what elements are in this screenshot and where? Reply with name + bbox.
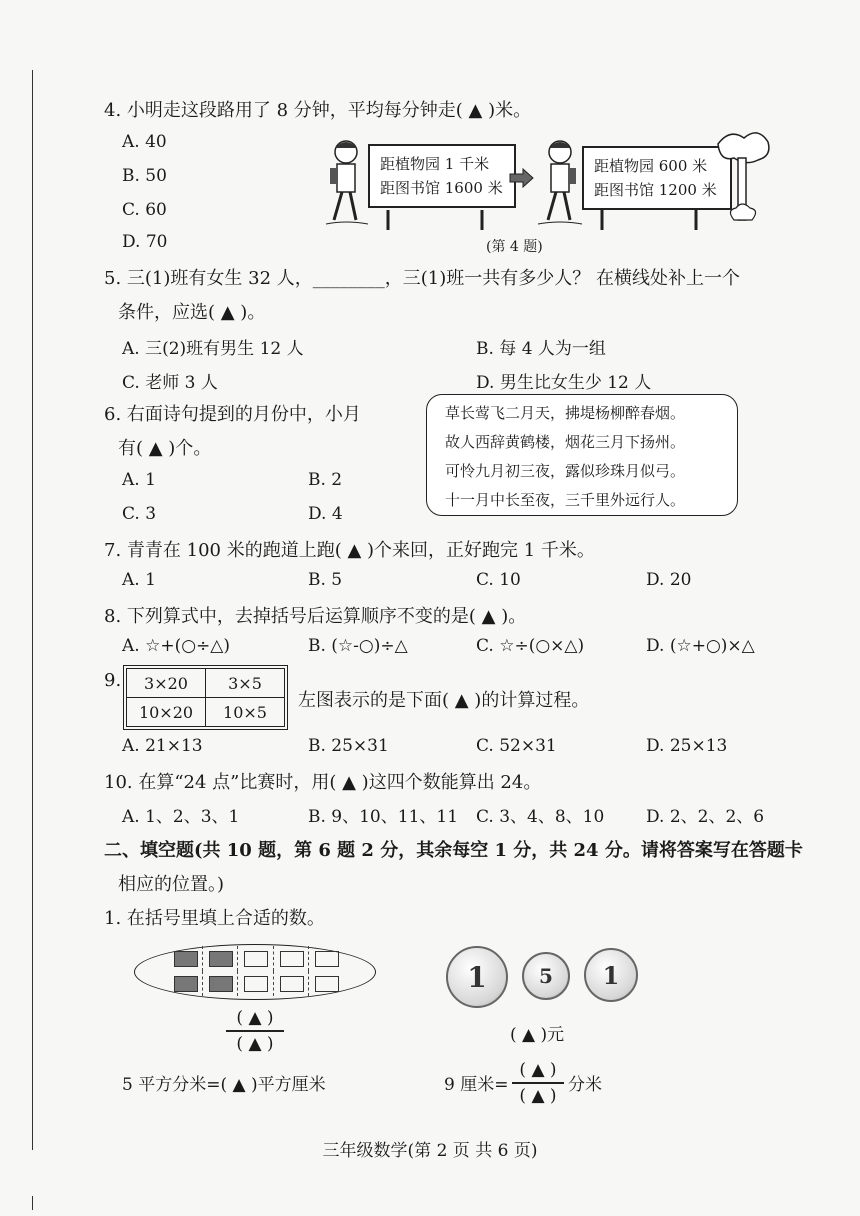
fraction-numerator: ( ▲ ) [236,1008,274,1028]
boy-walking-illustration-1 [322,134,370,230]
q7-option-d: D. 20 [646,570,692,590]
q4-stem: 4. 小明走这段路用了 8 分钟，平均每分钟走( ▲ )米。 [104,100,532,121]
q5-option-c: C. 老师 3 人 [122,373,218,393]
q10-stem: 10. 在算“24 点”比赛时，用( ▲ )这四个数能算出 24。 [104,772,542,793]
empty-flag-icon [315,976,339,992]
fraction-bar [226,1030,284,1032]
q9-option-c: C. 52×31 [476,736,557,756]
flag-cell [168,971,203,996]
flag-cell [274,946,309,971]
flag-grid [168,946,344,996]
flag-cell [203,946,238,971]
filled-flag-icon [174,951,198,967]
q8-stem: 8. 下列算式中，去掉括号后运算顺序不变的是( ▲ )。 [104,606,527,627]
boy-walking-illustration-2 [536,134,584,230]
fraction-denominator: ( ▲ ) [519,1085,557,1106]
q4-option-d: D. 70 [122,232,168,252]
sign-end-posts [588,210,708,232]
q7-stem: 7. 青青在 100 米的跑道上跑( ▲ )个来回，正好跑完 1 千米。 [104,540,595,561]
sign-start-posts [374,210,494,232]
flag-cell [238,971,273,996]
flag-cell [203,971,238,996]
table-row [127,669,285,698]
table-cell: 10×5 [206,698,285,727]
area-conversion: 5 平方分米=( ▲ )平方厘米 [122,1075,326,1095]
empty-flag-icon [280,951,304,967]
page-footer: 三年级数学(第 2 页 共 6 页) [322,1141,538,1161]
five-jiao-coin-icon: 5 [522,952,570,1000]
q5-option-b: B. 每 4 人为一组 [476,339,606,359]
length-conversion-suffix: 分米 [568,1075,602,1095]
sign-end-line-1: 距植物园 600 米 [594,157,708,175]
flag-cell [309,946,344,971]
sign-start-line-1: 距植物园 1 千米 [380,155,490,173]
q8-option-c: C. ☆÷(○×△) [476,636,585,656]
fraction-bar [512,1082,564,1084]
section-2-heading-line-2: 相应的位置。) [118,874,225,895]
q6-stem-line-2: 有( ▲ )个。 [118,438,212,459]
q8-option-b: B. (☆-○)÷△ [308,636,408,656]
table-row [127,698,285,727]
poem-line-4: 十一月中长至夜，三千里外远行人。 [445,491,686,509]
tree-illustration [712,126,772,226]
q5-option-d: D. 男生比女生少 12 人 [476,373,652,393]
flag-fraction-answer [226,1008,284,1054]
q7-option-b: B. 5 [308,570,343,590]
q5-option-a: A. 三(2)班有男生 12 人 [122,339,304,359]
q4-option-a: A. 40 [122,132,167,152]
poem-line-2: 故人西辞黄鹤楼，烟花三月下扬州。 [445,433,686,451]
table-cell: 3×5 [206,669,285,698]
binding-margin-line [32,70,33,1150]
q9-option-d: D. 25×13 [646,736,728,756]
sign-end-line-2: 距图书馆 1200 米 [594,181,717,199]
q7-option-c: C. 10 [476,570,521,590]
q9-number: 9. [104,670,122,691]
flag-cell [309,971,344,996]
filled-flag-icon [209,976,233,992]
sign-start-line-2: 距图书馆 1600 米 [380,179,503,197]
q8-option-a: A. ☆+(○÷△) [122,636,230,656]
empty-flag-icon [280,976,304,992]
q6-stem-line-1: 6. 右面诗句提到的月份中，小月 [104,404,361,425]
right-arrow-icon [508,168,534,188]
fraction-denominator: ( ▲ ) [236,1033,274,1054]
q10-option-d: D. 2、2、2、6 [646,807,765,827]
filled-flag-icon [174,976,198,992]
q9-stem: 左图表示的是下面( ▲ )的计算过程。 [298,690,590,711]
fraction-numerator: ( ▲ ) [519,1060,557,1080]
poem-line-1: 草长莺飞二月天，拂堤杨柳醉春烟。 [445,404,686,422]
q9-multiplication-table [126,668,285,727]
q5-stem-line-1: 5. 三(1)班有女生 32 人，________，三(1)班一共有多少人？ 在横线处补上一个 [104,268,740,289]
empty-flag-icon [244,951,268,967]
empty-flag-icon [244,976,268,992]
q6-option-a: A. 1 [122,470,156,490]
q5-stem-line-2: 条件，应选( ▲ )。 [118,302,266,323]
q4-figure-caption: (第 4 题) [486,239,543,255]
sign-start [368,144,516,208]
coin-total-answer: ( ▲ )元 [510,1025,565,1045]
q9-option-b: B. 25×31 [308,736,389,756]
sign-end [582,146,732,210]
table-cell: 10×20 [127,698,206,727]
q4-option-b: B. 50 [122,166,167,186]
poem-line-3: 可怜九月初三夜，露似珍珠月似弓。 [445,462,686,480]
q10-option-b: B. 9、10、11、11 [308,807,459,827]
one-yuan-coin-icon: 1 [446,946,508,1008]
one-jiao-coin-icon: 1 [584,948,638,1002]
poem-box [426,394,738,516]
flag-cell [168,946,203,971]
length-conversion-prefix: 9 厘米= [444,1075,509,1095]
q6-option-c: C. 3 [122,504,157,524]
length-fraction-answer [512,1060,564,1106]
q7-option-a: A. 1 [122,570,156,590]
fill1-stem: 1. 在括号里填上合适的数。 [104,908,325,929]
section-2-heading-line-1: 二、填空题(共 10 题，第 6 题 2 分，其余每空 1 分，共 24 分。请将答案写在答题卡 [104,840,803,861]
filled-flag-icon [209,951,233,967]
q10-option-a: A. 1、2、3、1 [122,807,240,827]
empty-flag-icon [315,951,339,967]
q6-option-b: B. 2 [308,470,343,490]
table-cell: 3×20 [127,669,206,698]
q10-option-c: C. 3、4、8、10 [476,807,605,827]
q6-option-d: D. 4 [308,504,343,524]
q4-option-c: C. 60 [122,200,167,220]
flag-cell [238,946,273,971]
flag-cell [274,971,309,996]
q9-option-a: A. 21×13 [122,736,203,756]
binding-margin-tick [32,1196,33,1210]
q8-option-d: D. (☆+○)×△ [646,636,755,656]
